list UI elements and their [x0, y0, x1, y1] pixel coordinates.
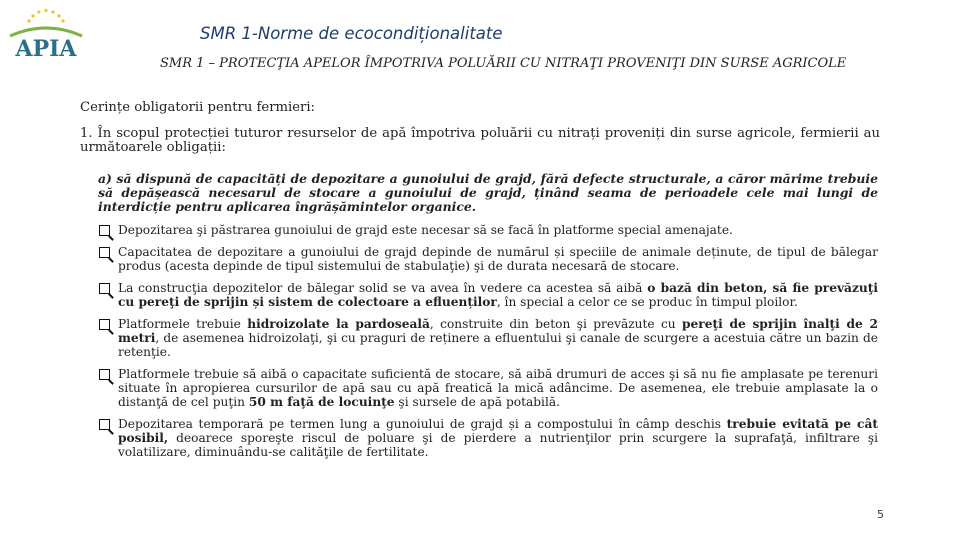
apia-logo: [6, 6, 86, 62]
list-item: Platformele trebuie hidroizolate la pardoseală, construite din beton şi prevăzute cu pereţi de sprijin înalţi de 2 metri, de asemenea hidroizolaţi, şi cu praguri de reținere a efluentului şi canale de scurgere a acestuia către un bazin de retenţie.: [98, 317, 878, 359]
page-header-title: SMR 1-Norme de ecocondiționalitate: [200, 24, 503, 43]
point-1: 1. În scopul protecției tuturor resurselor de apă împotriva poluării cu nitrați proveniți din surse agricole, fermierii au următoarele obligații:: [80, 126, 880, 155]
checkbox-bullet-icon: [99, 225, 110, 236]
checkbox-bullet-icon: [99, 283, 110, 294]
checkbox-bullet-icon: [99, 369, 110, 380]
list-item: Depozitarea temporară pe termen lung a gunoiului de grajd și a compostului în câmp deschis trebuie evitată pe cât posibil, deoarece sporeşte riscul de poluare şi de pierdere a nutrienţilor prin scurgere la suprafaţă, infiltrare şi volatilizare, diminuându-se calităţile de fertilitate.: [98, 417, 878, 459]
checkbox-bullet-icon: [99, 319, 110, 330]
point-a: a) să dispună de capacități de depozitare a gunoiului de grajd, fără defecte structurale, a căror mărime trebuie să depășească necesarul de stocare a gunoiului de grajd, ținând seama de perioadele cele mai lungi de interdicție pentru aplicarea îngrășămintelor organice.: [98, 171, 878, 214]
svg-text:APIA: APIA: [15, 36, 77, 62]
list-item: La construcţia depozitelor de bălegar solid se va avea în vedere ca acestea să aibă o bază din beton, să fie prevăzuţi cu pereţi de sprijin și sistem de colectoare a efluenților, în special a celor ce se produc în timpul ploilor.: [98, 281, 878, 309]
checkbox-bullet-icon: [99, 419, 110, 430]
list-item: Platformele trebuie să aibă o capacitate suficientă de stocare, să aibă drumuri de acces şi să nu fie amplasate pe terenuri situate în apropierea cursurilor de apă sau cu apă freatică la mică adâncime. De asemenea, ele trebuie amplasate la o distanţă de cel puţin 50 m faţă de locuinţe şi sursele de apă potabilă.: [98, 367, 878, 409]
list-item: Depozitarea şi păstrarea gunoiului de grajd este necesar să se facă în platforme special amenajate.: [98, 223, 878, 237]
page-number: 5: [877, 508, 884, 521]
requirements-list: [98, 223, 878, 467]
section-title: SMR 1 – PROTECŢIA APELOR ÎMPOTRIVA POLUĂRII CU NITRAŢI PROVENIŢI DIN SURSE AGRICOLE: [160, 56, 847, 71]
checkbox-bullet-icon: [99, 247, 110, 258]
list-item: Capacitatea de depozitare a gunoiului de grajd depinde de numărul și speciile de animale deținute, de tipul de bălegar produs (acesta depinde de tipul sistemului de stabulaţie) şi de durata necesară de stocare.: [98, 245, 878, 273]
requirements-heading: Cerințe obligatorii pentru fermieri:: [80, 100, 316, 115]
